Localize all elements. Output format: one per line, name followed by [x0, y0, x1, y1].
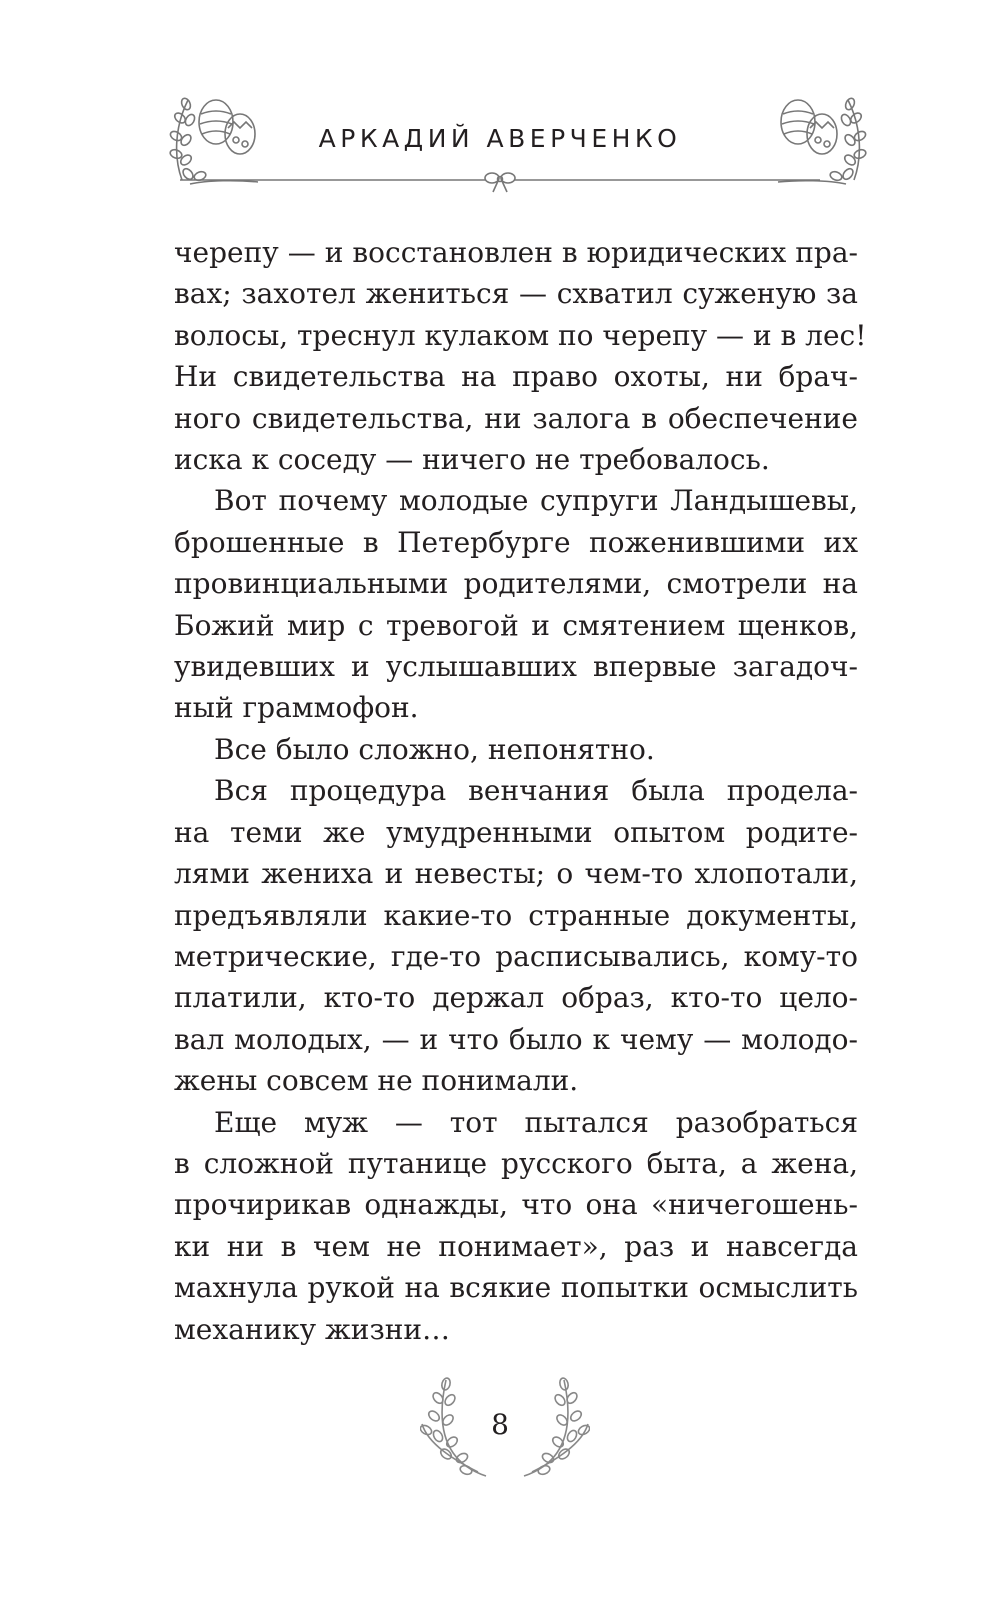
bow-divider-icon	[180, 170, 820, 194]
page-body-text	[174, 232, 867, 1350]
text-line: платили, кто-то держал образ, кто-то цело-	[174, 981, 858, 1015]
text-line: прочирикав однажды, что она «ничегошень-	[174, 1188, 858, 1222]
running-header	[0, 88, 1000, 198]
text-line: метрические, где-то расписывались, кому-то	[174, 939, 858, 973]
text-line: волосы, треснул кулаком по черепу — и в лес!	[174, 318, 867, 352]
text-line: увидевших и услышавших впервые загадоч-	[174, 650, 858, 684]
text-line: Вся процедура венчания была продела-	[214, 774, 858, 808]
text-line: Ни свидетельства на право охоты, ни брач-	[174, 360, 858, 394]
text-line: предъявляли какие-то странные документы,	[174, 898, 858, 932]
text-line: иска к соседу — ничего не требовалось.	[174, 443, 770, 477]
willow-branch-icon	[520, 1374, 590, 1480]
text-line: в сложной путанице русского быта, а жена,	[174, 1146, 858, 1180]
text-line: брошенные в Петербурге поженившими их	[174, 525, 858, 559]
text-line: Божий мир с тревогой и смятением щенков,	[174, 608, 858, 642]
text-line: вах; захотел жениться — схватил суженую за	[174, 277, 858, 311]
page-footer	[0, 1374, 1000, 1484]
text-line: ный граммофон.	[174, 691, 419, 725]
text-line: провинциальными родителями, смотрели на	[174, 567, 858, 601]
text-line: махнула рукой на всякие попытки осмыслить	[174, 1271, 858, 1305]
text-line: на теми же умудренными опытом родите-	[174, 815, 858, 849]
page-number: 8	[491, 1408, 509, 1441]
running-header-author: АРКАДИЙ АВЕРЧЕНКО	[318, 124, 682, 153]
text-line: Все было сложно, непонятно.	[214, 732, 655, 766]
text-line: лями жениха и невесты; о чем-то хлопотали,	[174, 857, 858, 891]
text-line: Еще муж — тот пытался разобраться	[214, 1105, 858, 1139]
text-line: вал молодых, — и что было к чему — молодо-	[174, 1022, 858, 1056]
text-line: механику жизни…	[174, 1312, 451, 1346]
text-line: черепу — и восстановлен в юридических пра-	[174, 236, 858, 269]
easter-eggs-willow-icon	[776, 88, 868, 188]
text-line: ки ни в чем не понимает», раз и навсегда	[174, 1229, 858, 1263]
text-line: ного свидетельства, ни залога в обеспечение	[174, 401, 858, 435]
text-line: Вот почему молодые супруги Ландышевы,	[214, 484, 858, 518]
text-line: жены совсем не понимали.	[174, 1064, 579, 1098]
